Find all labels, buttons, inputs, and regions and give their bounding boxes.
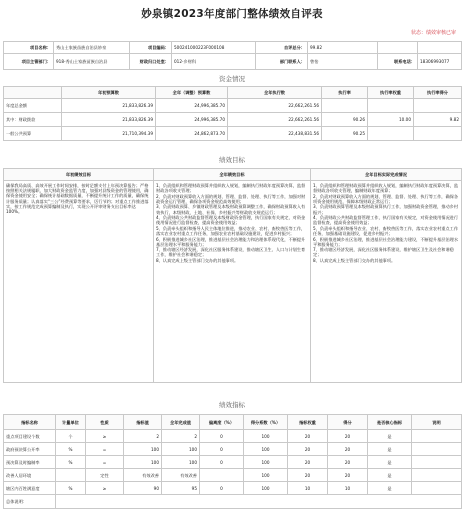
- table-row: [4, 99, 462, 113]
- indicator-cell: 90: [124, 482, 162, 495]
- indicator-cell: 100: [244, 430, 288, 443]
- list-item: 3、负责财政预算、乡镇财政管理及本级财政预算调整工作，确保财政预算收入有效执行，本级财政、土地、社保、乡村振兴等财政收支规范运行；: [156, 204, 306, 215]
- indicator-cell: 定性: [86, 469, 124, 482]
- phone-value: 18306993077: [418, 54, 462, 70]
- indicator-cell: [412, 443, 462, 456]
- goal-initial-text: 确保我局高质、高效开展工作时间安排，按时足额支付上年预决算报告；严格按照相关法规履职，加大财政资金监管力度，加强对县级资金的管理使用，确保资金使用安全；确保统计基础数据质量，不断提升统计工作的质量，确保统计服务质量；认真落实“三公”经费预算等要求，厉行节约；对重点工作推进落实，按工作规范完成预算编制及执行，实现公开评审财务支出目标率达100%。: [4, 181, 154, 383]
- indicator-cell: ≥: [86, 482, 124, 495]
- indicator-cell: 20: [328, 469, 368, 482]
- audit-status-text: 状态：绩效审核已审: [410, 30, 456, 36]
- indicator-cell: 2: [162, 430, 200, 443]
- contact-value: 曾怡: [308, 54, 378, 70]
- indicators-section-title: 绩效指标: [219, 401, 245, 409]
- overall-note-label: 总体说明：: [4, 495, 56, 509]
- indicator-cell: [56, 469, 86, 482]
- table-row: [4, 113, 462, 127]
- funds-cell: 90.26: [322, 113, 368, 127]
- indicator-cell: 20: [288, 456, 328, 469]
- indicator-cell: 20: [288, 430, 328, 443]
- funds-header: 全年执行数: [228, 87, 322, 99]
- funds-cell: [414, 99, 462, 113]
- funds-cell: 22,438,831.56: [228, 127, 322, 141]
- funds-cell: [322, 99, 368, 113]
- project-info-table: [3, 41, 462, 70]
- indicator-cell: 100: [244, 456, 288, 469]
- funds-cell: 21,833,826.39: [62, 113, 156, 127]
- funds-header: 年初预算数: [62, 87, 156, 99]
- indicator-cell: 100: [244, 469, 288, 482]
- indicator-cell: [412, 430, 462, 443]
- list-item: 2、负责对财政预算收入方面的规划、管理、监督、处理、执行等工作，确保各项资金使用规范，保障本级财政正常运行；: [313, 193, 459, 204]
- table-row: [4, 430, 462, 443]
- goal-annual-list: [154, 181, 311, 383]
- project-name-value: 秀山土家族苗族自治县妙泉: [54, 42, 130, 54]
- contact-label: 部门联系人：: [256, 54, 308, 70]
- funds-section-title: 资金情况: [219, 75, 245, 83]
- list-item: 1、负责组织和管理财政预算并组织收入规划，编制执行财政年度预算决算，监督财政各项收支管理；: [156, 183, 306, 194]
- list-item: 5、负责牵头组织和指导人民主体地位推进，推动农业、农村、畜牧兽医等工作，落实农业农村重点工作任务，加强农业农村基础设施建设，促进乡村振兴；: [156, 225, 306, 237]
- funds-cell: 21,833,826.39: [62, 99, 156, 113]
- indicator-cell: 2: [124, 430, 162, 443]
- indicator-cell: 20: [288, 469, 328, 482]
- indicator-header: 指标值: [124, 415, 162, 430]
- indicator-header: 是否核心指标: [368, 415, 412, 430]
- funds-header: 执行率得分: [414, 87, 462, 99]
- table-row: [4, 495, 462, 509]
- indicator-cell: 100: [162, 456, 200, 469]
- project-name-label: 项目名称：: [4, 42, 54, 54]
- funds-cell: 90.25: [322, 127, 368, 141]
- funds-cell: 24,996,385.70: [156, 99, 228, 113]
- funds-cell: 一般公共预算: [4, 127, 62, 141]
- funds-cell: 22,662,261.56: [228, 113, 322, 127]
- indicator-cell: 20: [328, 443, 368, 456]
- funds-cell: 9.82: [414, 113, 462, 127]
- indicator-cell: 0: [200, 482, 244, 495]
- indicator-cell: 10: [328, 482, 368, 495]
- indicator-header: 得分: [328, 415, 368, 430]
- indicator-header: 偏离度（%）: [200, 415, 244, 430]
- indicator-cell: %: [56, 456, 86, 469]
- list-item: 8、认真完成上级主管部门交办的其他事项。: [156, 257, 239, 263]
- page-title: 妙泉镇2023年度部门整体绩效自评表: [141, 8, 323, 20]
- indicator-cell: %: [56, 482, 86, 495]
- table-row: [4, 127, 462, 141]
- indicator-cell: 20: [288, 443, 328, 456]
- indicator-cell: 是: [368, 456, 412, 469]
- goals-header-initial: 年初绩效目标: [4, 169, 154, 181]
- indicator-header: 全年完成值: [162, 415, 200, 430]
- dept-value: 918-秀山土家族苗族自治县: [54, 54, 130, 70]
- list-item: 2、负责对财政预算收入方面的规划、管理、监督、处理、执行等工作，加强对财政资金运行管理，确保各项资金规范高效使用；: [156, 193, 306, 204]
- table-row: [4, 469, 462, 482]
- indicator-cell: 是: [368, 482, 412, 495]
- funds-cell: 其中：财政拨款: [4, 113, 62, 127]
- list-item: 4、负责财政公共财政监督管理工作，执行国家有关规定，对资金使用情况进行监督检查，提高资金使用效益；: [313, 215, 459, 226]
- dept-label: 项目主管部门：: [4, 54, 54, 70]
- goals-header-actual: 全年目标实际完成情况: [311, 169, 462, 181]
- finance-office-value: 012-乡财科: [172, 54, 256, 70]
- goals-section-title: 绩效目标: [219, 156, 245, 164]
- funds-cell: 年度总金额: [4, 99, 62, 113]
- indicator-cell: 是: [368, 430, 412, 443]
- indicator-header: 得分系数（%）: [244, 415, 288, 430]
- funds-cell: 24,996,385.70: [156, 113, 228, 127]
- table-row: [4, 456, 462, 469]
- indicator-cell: [412, 482, 462, 495]
- funds-cell: 22,662,261.56: [228, 99, 322, 113]
- indicator-cell: 预决算及时编制率: [4, 456, 56, 469]
- goal-actual-list: [311, 181, 462, 383]
- funds-cell: 24,862,873.70: [156, 127, 228, 141]
- indicator-cell: %: [56, 443, 86, 456]
- funds-cell: 10.00: [368, 113, 414, 127]
- list-item: 6、积极推进城乡社区治理，推进基层社会治理能力建设，不断提升基层治理水平和服务能力；: [313, 236, 459, 247]
- indicator-cell: ≥: [86, 430, 124, 443]
- indicator-cell: 10: [288, 482, 328, 495]
- self-score-label: 自评总分：: [256, 42, 308, 54]
- indicator-header: 性质: [86, 415, 124, 430]
- table-row: [4, 443, 462, 456]
- list-item: 7、推动辖区经济发展，深化社区服务体系建设，维护辖区卫生及社会和谐稳定；: [313, 247, 454, 258]
- indicator-cell: 个: [56, 430, 86, 443]
- indicator-cell: =: [86, 456, 124, 469]
- project-code-value: 500241000223F000108: [172, 42, 256, 54]
- indicator-header: 说明: [412, 415, 462, 430]
- list-item: 4、负责财政公共财政监督管理及本级财政资金管理，执行国家有关规定，对资金使用情况进行监督检查，提高资金使用效益；: [156, 215, 306, 226]
- indicator-cell: 0: [200, 456, 244, 469]
- indicator-header: 指标权重: [288, 415, 328, 430]
- list-item: 6、积极推进城乡社区治理，推进基层社会治理能力和治理体系现代化，不断提升基层治理水平和服务能力；: [156, 236, 306, 247]
- indicator-cell: 100: [244, 482, 288, 495]
- indicator-cell: 改善人居环境: [4, 469, 56, 482]
- goals-header-annual: 全年绩效目标: [154, 169, 311, 181]
- funds-cell: [368, 127, 414, 141]
- list-item: 1、负责组织和管理财政预算并组织收入规划，编制执行财政年度预算决算，监督财政各项收支管理，编制财政年度预算；: [313, 183, 459, 194]
- indicator-cell: 0: [200, 443, 244, 456]
- phone-label: 联系电话：: [378, 54, 418, 70]
- funds-header: 执行率权重: [368, 87, 414, 99]
- indicator-cell: 20: [328, 430, 368, 443]
- table-row: [4, 482, 462, 495]
- indicator-cell: 是: [368, 443, 412, 456]
- funds-header: [4, 87, 62, 99]
- goals-table: [3, 168, 462, 383]
- list-item: 3、负责财政预算管理及本级财政预算执行工作，加强财政资金管理，推动乡村振兴；: [313, 204, 459, 215]
- indicator-cell: 有效改善: [124, 469, 162, 482]
- funds-cell: [368, 99, 414, 113]
- indicator-cell: 是: [368, 469, 412, 482]
- funds-cell: [414, 127, 462, 141]
- indicator-cell: 100: [244, 443, 288, 456]
- funds-header: 全年（调整）预算数: [156, 87, 228, 99]
- funds-header: 执行率: [322, 87, 368, 99]
- project-code-label: 项目编码：: [130, 42, 172, 54]
- indicator-cell: 重点项目建设个数: [4, 430, 56, 443]
- overall-note-value: [56, 495, 462, 509]
- list-item: 7、推动辖区经济发展，深化社区服务体系建设，推动辖区卫生、人口与计划生育工作，维护社会和谐稳定；: [156, 247, 306, 258]
- list-item: 5、负责牵头组织和指导农业、农村、畜牧兽医等工作，落实农业农村重点工作任务，加强基础设施建设，促进乡村振兴；: [313, 225, 459, 237]
- finance-office-label: 财政归口处室：: [130, 54, 172, 70]
- indicator-header: 指标名称: [4, 415, 56, 430]
- indicator-cell: =: [86, 443, 124, 456]
- indicator-cell: [412, 456, 462, 469]
- indicator-cell: [200, 469, 244, 482]
- self-score-value: 99.82: [308, 42, 378, 54]
- funds-cell: 21,710,394.39: [62, 127, 156, 141]
- indicator-cell: 100: [124, 443, 162, 456]
- indicator-cell: 95: [162, 482, 200, 495]
- indicator-cell: [412, 469, 462, 482]
- indicator-cell: 政府预决算公开率: [4, 443, 56, 456]
- indicator-cell: 100: [162, 443, 200, 456]
- indicator-cell: 有效改善: [162, 469, 200, 482]
- funds-table: [3, 86, 462, 141]
- indicator-cell: 20: [328, 456, 368, 469]
- indicator-cell: 0: [200, 430, 244, 443]
- indicator-header: 计量单位: [56, 415, 86, 430]
- indicators-table: [3, 414, 462, 509]
- indicator-cell: 100: [124, 456, 162, 469]
- indicator-cell: 辖区内百姓满意度: [4, 482, 56, 495]
- list-item: 8、认真完成上级主管部门交办的其他事项。: [313, 257, 396, 263]
